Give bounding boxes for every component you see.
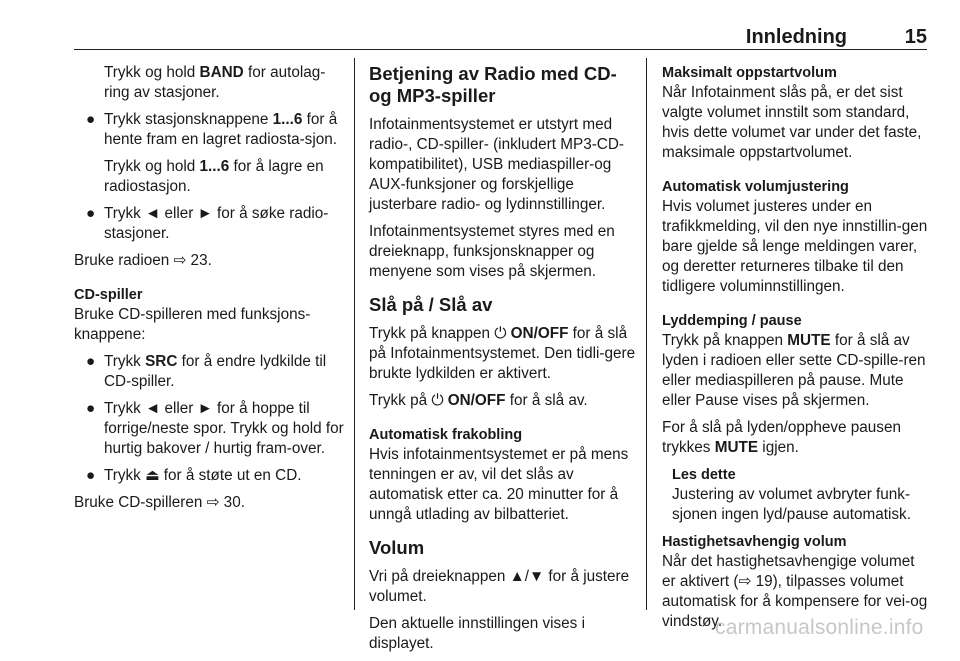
bullet-eject: ● Trykk ⏏ for å støte ut en CD.: [86, 467, 302, 484]
column-2: [369, 63, 637, 661]
mute-paragraph: Trykk på knappen MUTE for å slå av lyden i radioen eller sette CD-spille-ren eller mediaspilleren på pause. Mute eller Pause vises på skjermen.: [662, 332, 926, 409]
bullet-icon: ●: [86, 400, 96, 417]
cd-reference: Bruke CD-spilleren ⇨ 30.: [74, 494, 245, 511]
sub-item-band: Trykk og hold BAND for autolag-ring av stasjoner.: [104, 64, 326, 101]
note-paragraph: Justering av volumet avbryter funk-sjonen ingen lyd/pause automatisk.: [672, 486, 911, 523]
bullet-icon: ●: [86, 353, 96, 370]
header-rule: [74, 49, 927, 50]
column-3: [662, 63, 928, 639]
bullet-seek: ● Trykk ◄ eller ► for å søke radio-stasjoner.: [86, 205, 329, 242]
bullet-icon: ●: [86, 111, 96, 128]
bullet-track-skip: ● Trykk ◄ eller ► for å hoppe til forrige/neste spor. Trykk og hold for hurtig bakover / hurtig fram-over.: [86, 400, 344, 457]
section-title: Innledning: [745, 26, 847, 48]
bullet-icon: ●: [86, 467, 96, 484]
speed-volume-paragraph: Når det hastighetsavhengige volumet er aktivert (⇨ 19), tilpasses volumet automatisk for å kompensere for vei-og vindstøy.: [662, 553, 928, 630]
switch-on-paragraph: Trykk på knappen ⏻ ON/OFF for å slå på Infotainmentsystemet. Den tidli-gere brukte lydkilden er aktivert.: [369, 325, 636, 382]
sub-item-preset-store: Trykk og hold 1...6 for å lagre en radiostasjon.: [104, 158, 324, 195]
heading-cd-player: CD-spiller: [74, 287, 143, 303]
heading-auto-off: Automatisk frakobling: [369, 427, 523, 443]
page-number: 15: [904, 26, 927, 48]
unmute-paragraph: For å slå på lyden/oppheve pausen trykkes MUTE igjen.: [662, 419, 901, 456]
auto-off-paragraph: Hvis infotainmentsystemet er på mens tenningen er av, vil det slås av automatisk etter ca. 20 minutter for å unngå utlading av bilbatteriet.: [369, 446, 629, 523]
bullet-icon: ●: [86, 205, 96, 222]
column-divider-1: [354, 58, 355, 610]
heading-on-off: Slå på / Slå av: [369, 294, 493, 315]
bullet-preset-recall: ● Trykk stasjonsknappene 1...6 for å hente fram en lagret radiosta-sjon.: [86, 111, 338, 148]
heading-max-startup-volume: Maksimalt oppstartvolum: [662, 65, 837, 81]
max-volume-paragraph: Når Infotainment slås på, er det sist valgte volumet innstilt som standard, hvis dette volumet var under det faste, maksimale oppstartvolumet.: [662, 84, 922, 161]
heading-volume: Volum: [369, 537, 425, 558]
switch-off-paragraph: Trykk på ⏻ ON/OFF for å slå av.: [369, 392, 588, 409]
heading-mute: Lyddemping / pause: [662, 313, 802, 329]
auto-volume-paragraph: Hvis volumet justeres under en trafikkmelding, vil den nye innstillin-gen bare gjelde så lenge meldingen varer, og deretter returneres tilbake til den tidligere voluminnstillingen.: [662, 198, 928, 295]
cd-intro: Bruke CD-spilleren med funksjons-knappene:: [74, 306, 311, 343]
column-divider-2: [646, 58, 647, 610]
volume-paragraph: Vri på dreieknappen ▲/▼ for å justere volumet.: [369, 568, 630, 605]
heading-note: Les dette: [672, 467, 736, 483]
intro-paragraph: Infotainmentsystemet er utstyrt med radio-, CD-spiller- (inkludert MP3-CD-kompatibilitet), USB mediaspiller-og AUX-funksjoner og forskjellige justerbare radio- og lydinnstillinger.: [369, 116, 624, 213]
page-header: [74, 26, 927, 48]
control-paragraph: Infotainmentsystemet styres med en dreieknapp, funksjonsknapper og menyene som vises på skjermen.: [369, 223, 615, 280]
radio-reference: Bruke radioen ⇨ 23.: [74, 252, 212, 269]
heading-operation: Betjening av Radio med CD- og MP3-spiller: [369, 63, 617, 106]
heading-auto-volume: Automatisk volumjustering: [662, 179, 849, 195]
bullet-src: ● Trykk SRC for å endre lydkilde til CD-spiller.: [86, 353, 327, 390]
column-1: [74, 63, 346, 520]
volume-display-paragraph: Den aktuelle innstillingen vises i displayet.: [369, 615, 585, 652]
watermark: carmanualsonline.info: [715, 616, 924, 639]
heading-speed-volume: Hastighetsavhengig volum: [662, 534, 847, 550]
